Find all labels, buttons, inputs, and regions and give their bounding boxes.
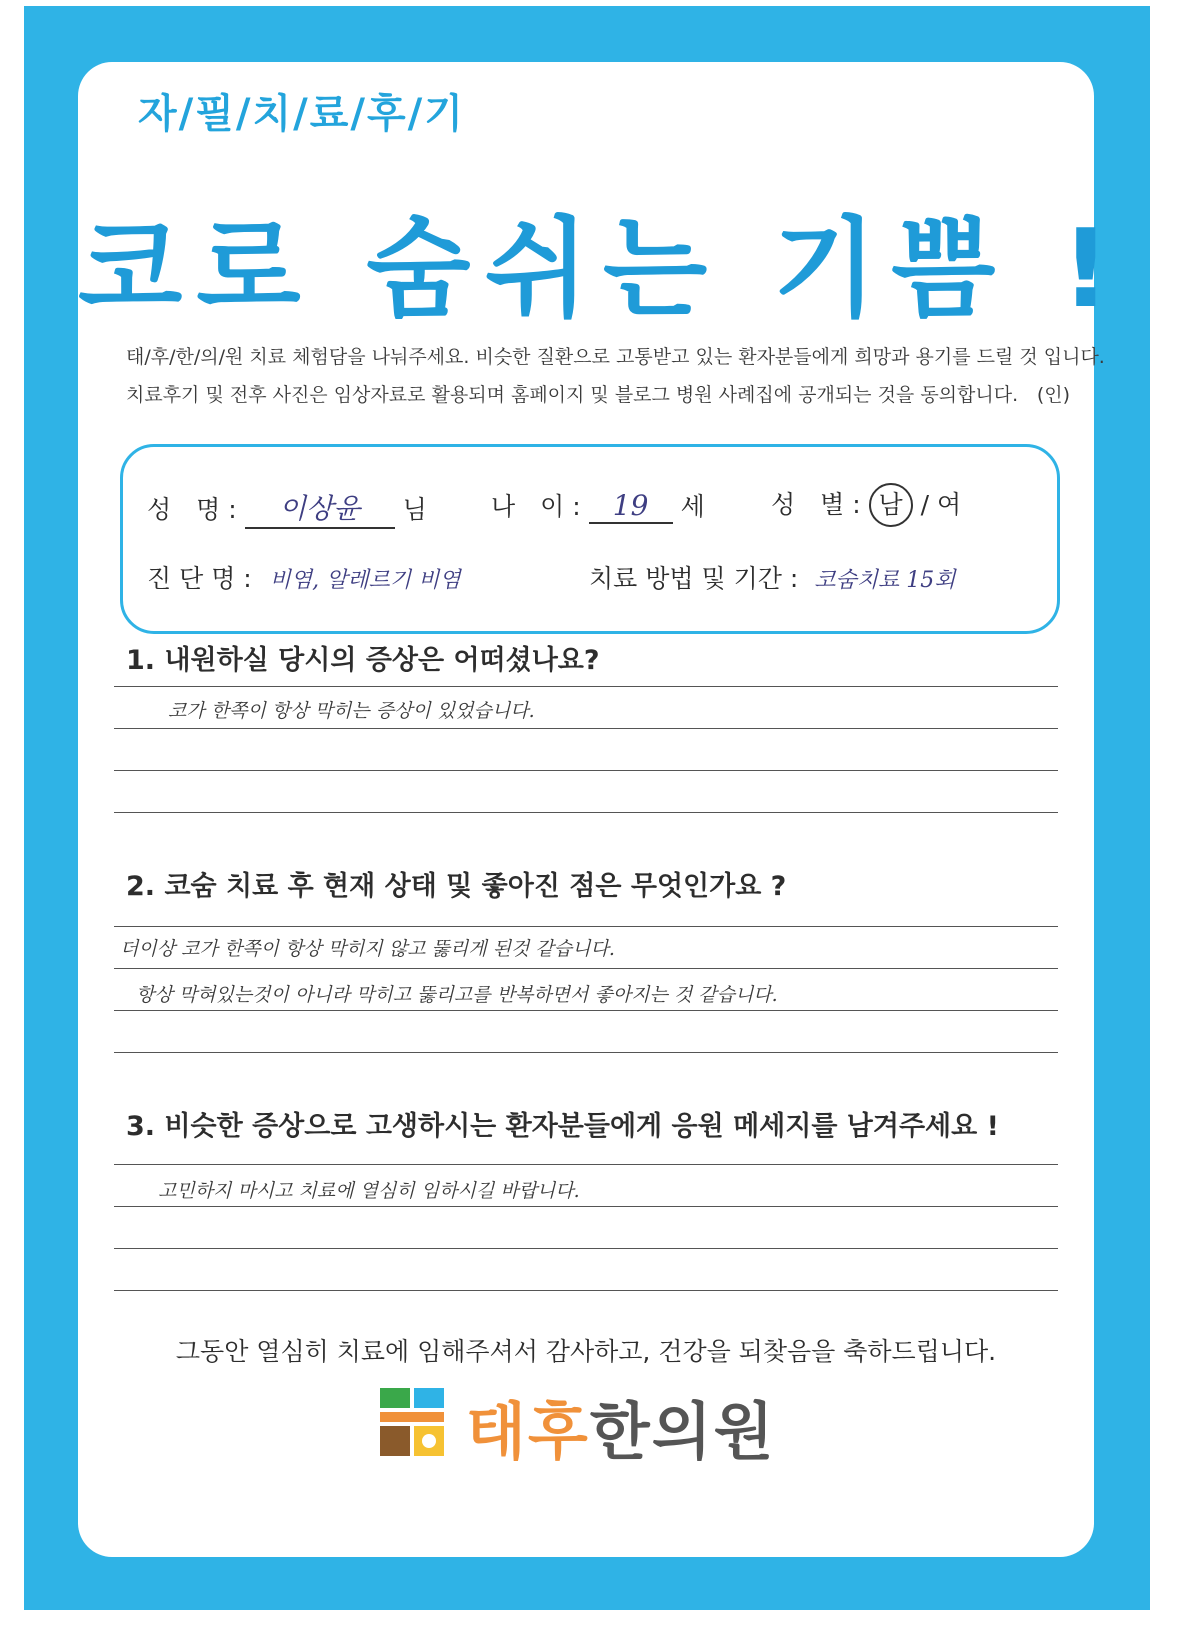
answer-1-line-1: 코가 한쪽이 항상 막히는 증상이 있었습니다.	[168, 700, 535, 722]
question-2: 2. 코숨 치료 후 현재 상태 및 좋아진 점은 무엇인가요 ?	[126, 871, 787, 902]
answer-line	[114, 1206, 1058, 1207]
age-suffix: 세	[680, 492, 705, 521]
name-label: 성 명 :	[147, 495, 237, 524]
answer-2-line-1: 더이상 코가 한쪽이 항상 막히지 않고 뚫리게 된것 같습니다.	[120, 938, 615, 960]
answer-line	[114, 968, 1058, 969]
answer-line	[114, 812, 1058, 813]
answer-line	[114, 1010, 1058, 1011]
answer-line	[114, 1164, 1058, 1165]
answer-line	[114, 728, 1058, 729]
answer-line	[114, 1248, 1058, 1249]
answer-line	[114, 686, 1058, 687]
review-card	[78, 62, 1125, 1557]
answer-3-line-1: 고민하지 마시고 치료에 열심히 임하시길 바랍니다.	[158, 1180, 580, 1202]
treatment-value: 코숨치료 15회	[814, 568, 956, 593]
intro-line-2	[126, 376, 1070, 414]
age-label: 나 이 :	[491, 492, 581, 521]
diagnosis-value: 비염, 알레르기 비염	[269, 568, 461, 593]
question-1: 1. 내원하실 당시의 증상은 어떠셨나요?	[126, 645, 600, 676]
age-field	[491, 487, 705, 524]
seal-mark: (인)	[1036, 384, 1070, 406]
answer-line	[114, 1290, 1058, 1291]
name-field	[147, 487, 427, 529]
form-type-label: 자/필/치/료/후/기	[138, 91, 465, 137]
gender-female: 여	[936, 490, 962, 519]
name-suffix: 님	[402, 495, 427, 524]
diagnosis-label: 진 단 명 :	[147, 564, 252, 593]
intro-text	[126, 338, 1105, 414]
answer-line	[114, 1052, 1058, 1053]
intro-line-1: 태/후/한/의/원 치료 체험담을 나눠주세요. 비슷한 질환으로 고통받고 있는 환자분들에게 희망과 용기를 드릴 것 입니다.	[126, 346, 1105, 368]
patient-info-box	[120, 444, 1060, 634]
clinic-name	[466, 1382, 775, 1471]
answer-2-line-2: 항상 막혀있는것이 아니라 막히고 뚫리고를 반복하면서 좋아지는 것 같습니다.	[136, 984, 778, 1006]
answer-line	[114, 926, 1058, 927]
name-value: 이상윤	[245, 487, 395, 529]
gender-male-selected: 남	[869, 483, 913, 527]
clinic-name-part-1: 태후	[466, 1395, 590, 1468]
taehu-logo-mark-icon	[378, 1386, 448, 1458]
question-3: 3. 비슷한 증상으로 고생하시는 환자분들에게 응원 메세지를 남겨주세요 !	[126, 1111, 999, 1142]
gender-field	[771, 483, 961, 527]
answer-line	[114, 770, 1058, 771]
blue-frame	[24, 6, 1150, 1610]
consent-text: 치료후기 및 전후 사진은 임상자료로 활용되며 홈페이지 및 블로그 병원 사례집에 공개되는 것을 동의합니다.	[126, 384, 1019, 406]
treatment-field	[589, 559, 955, 595]
page-title: 코로 숨쉬는 기쁨 !	[78, 207, 1125, 332]
gender-label: 성 별 :	[771, 490, 861, 519]
clinic-logo	[378, 1382, 798, 1472]
treatment-label: 치료 방법 및 기간 :	[589, 564, 799, 593]
diagnosis-field	[147, 559, 461, 595]
clinic-name-part-2: 한의원	[589, 1395, 776, 1468]
age-value: 19	[589, 489, 673, 524]
closing-message: 그동안 열심히 치료에 임해주셔서 감사하고, 건강을 되찾음을 축하드립니다.	[175, 1337, 997, 1366]
gender-separator: /	[920, 490, 930, 519]
